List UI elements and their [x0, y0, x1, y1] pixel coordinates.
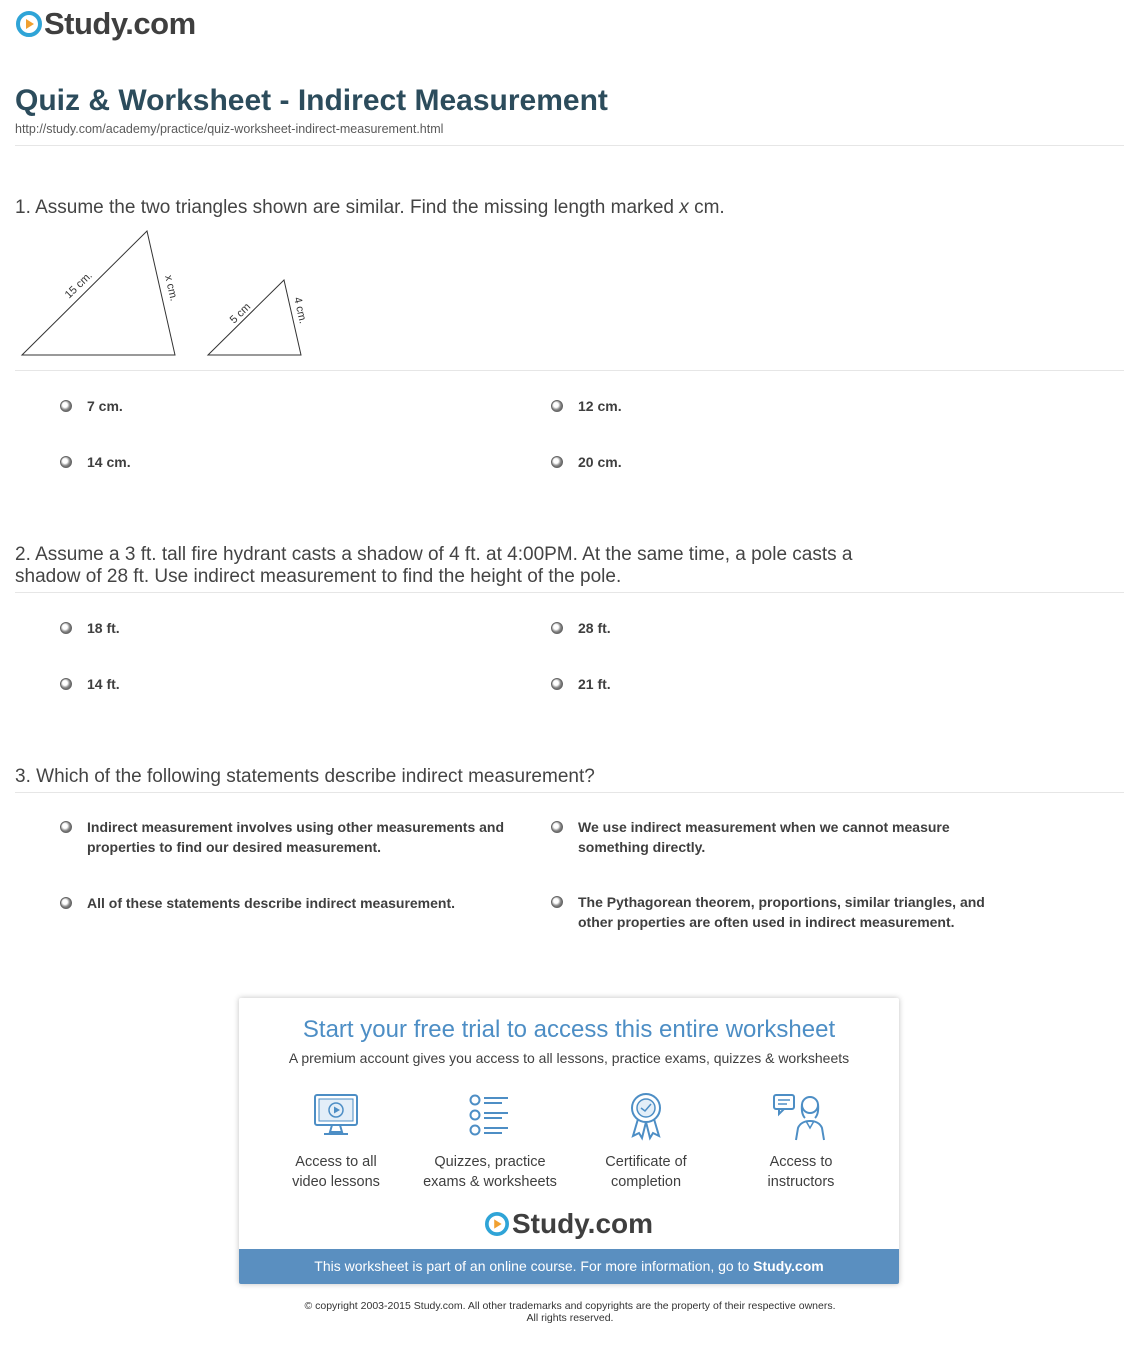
small-triangle [208, 280, 309, 355]
radio-button[interactable] [60, 678, 72, 690]
instructor-icon [771, 1090, 831, 1142]
q1-option-d[interactable]: 20 cm. [551, 452, 622, 472]
q3-option-c[interactable]: All of these statements describe indirect measurement. [60, 893, 530, 913]
quiz-list-icon [464, 1090, 516, 1142]
divider [15, 792, 1124, 793]
radio-button[interactable] [60, 897, 72, 909]
video-lesson-icon [310, 1090, 362, 1142]
q3-option-d[interactable]: The Pythagorean theorem, proportions, similar triangles, and other properties are often used in indirect measurement. [551, 892, 1021, 932]
study-logo-icon [485, 1212, 509, 1236]
divider [15, 370, 1124, 371]
radio-button[interactable] [551, 622, 563, 634]
radio-button[interactable] [551, 400, 563, 412]
logo-wordmark: Study.com [44, 6, 196, 41]
study-com-link[interactable]: Study.com [753, 1258, 824, 1274]
page-url[interactable]: http://study.com/academy/practice/quiz-worksheet-indirect-measurement.html [15, 122, 444, 136]
radio-button[interactable] [60, 821, 72, 833]
page-title: Quiz & Worksheet - Indirect Measurement [15, 84, 608, 117]
q3-option-a[interactable]: Indirect measurement involves using other measurements and properties to find our desired measurement. [60, 817, 530, 857]
q3-option-b[interactable]: We use indirect measurement when we cannot measure something directly. [551, 817, 1021, 857]
radio-button[interactable] [60, 456, 72, 468]
feature-quizzes[interactable]: Quizzes, practice exams & worksheets [415, 1090, 565, 1192]
feature-instructors[interactable]: Access to instructors [726, 1090, 876, 1192]
study-logo-icon [16, 11, 42, 37]
q1-option-a[interactable]: 7 cm. [60, 396, 123, 416]
q2-option-b[interactable]: 28 ft. [551, 618, 611, 638]
course-info-banner: This worksheet is part of an online course. For more information, go to Study.com [239, 1249, 899, 1284]
radio-button[interactable] [551, 896, 563, 908]
small-triangle-label-hyp: 5 cm [227, 300, 254, 327]
q2-option-c[interactable]: 14 ft. [60, 674, 120, 694]
certificate-icon [620, 1090, 672, 1142]
radio-button[interactable] [551, 678, 563, 690]
free-trial-heading[interactable]: Start your free trial to access this entire worksheet [302, 1016, 836, 1043]
card-study-logo[interactable]: Study.com [239, 1210, 899, 1238]
copyright-notice: © copyright 2003-2015 Study.com. All other trademarks and copyrights are the property of their respective owners. All rights reserved. [304, 1300, 836, 1324]
question-1: 1. Assume the two triangles shown are similar. Find the missing length marked x cm. [15, 197, 725, 218]
free-trial-card [239, 998, 899, 1284]
feature-certificate[interactable]: Certificate of completion [571, 1090, 721, 1192]
large-triangle-label-hyp: 15 cm. [62, 269, 95, 302]
question-2: 2. Assume a 3 ft. tall fire hydrant casts a shadow of 4 ft. at 4:00PM. At the same time, a pole casts a shadow of 28 ft. Use indirect measurement to find the height of the pole. [15, 544, 853, 587]
study-logo[interactable] [16, 8, 196, 39]
similar-triangles-figure [15, 226, 315, 362]
radio-button[interactable] [551, 821, 563, 833]
large-triangle-label-x: x cm. [162, 273, 180, 303]
q1-option-b[interactable]: 12 cm. [551, 396, 622, 416]
question-3: 3. Which of the following statements describe indirect measurement? [15, 766, 595, 787]
q1-option-c[interactable]: 14 cm. [60, 452, 131, 472]
divider [15, 592, 1124, 593]
radio-button[interactable] [60, 400, 72, 412]
radio-button[interactable] [60, 622, 72, 634]
divider [15, 145, 1124, 146]
small-triangle-label-side: 4 cm. [291, 295, 309, 325]
feature-video-lessons[interactable]: Access to all video lessons [261, 1090, 411, 1192]
q2-option-a[interactable]: 18 ft. [60, 618, 120, 638]
radio-button[interactable] [551, 456, 563, 468]
q2-option-d[interactable]: 21 ft. [551, 674, 611, 694]
free-trial-subheading: A premium account gives you access to all lessons, practice exams, quizzes & worksheets [288, 1050, 850, 1066]
large-triangle [22, 231, 180, 355]
